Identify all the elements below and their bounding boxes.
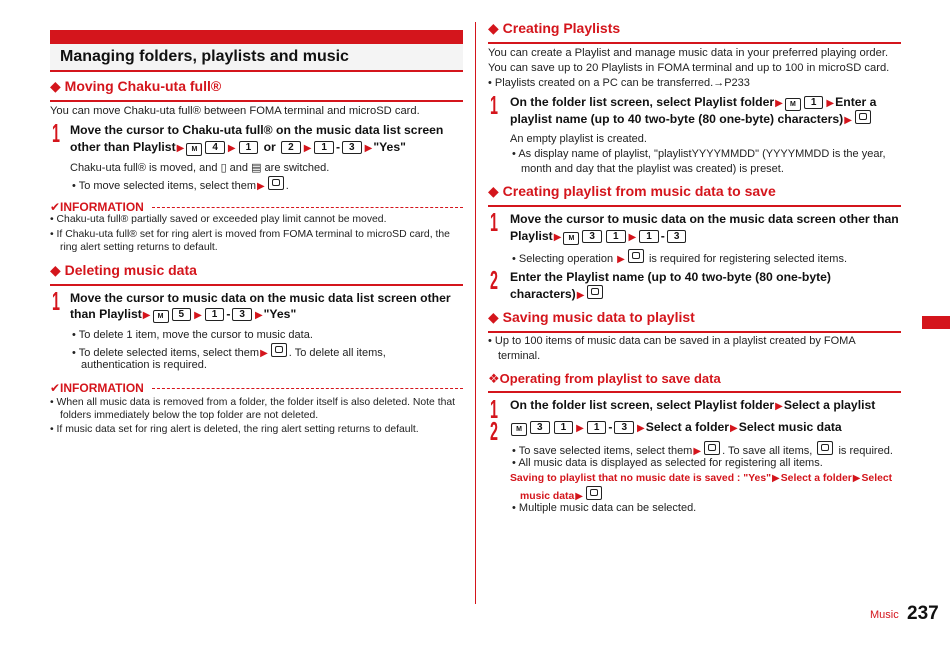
arrow-right-icon: ▶	[303, 143, 312, 154]
key-1: 1	[314, 141, 334, 154]
heading-deleting: ◆ Deleting music data	[50, 262, 197, 278]
saving-bullet: • Up to 100 items of music data can be saved in a playlist created by FOMA	[488, 335, 856, 347]
heading-rule	[488, 331, 901, 333]
operating-bullet2: • All music data is displayed as selected for registering all items.	[512, 457, 823, 469]
operating-bullet1: • To save selected items, select them▶ . To save all items, is required.	[512, 441, 893, 459]
operating-red-note: Saving to playlist that no music date is saved : "Yes"▶Select a folder▶Select	[510, 473, 893, 484]
deleting-step1-line1: Move the cursor to music data on the music data list screen other	[70, 291, 451, 305]
step-number: 1	[490, 90, 498, 120]
column-divider	[475, 22, 476, 604]
footer-section-label: Music	[870, 609, 899, 621]
header-bar	[50, 30, 463, 44]
from-music-step1-line1: Move the cursor to music data on the music data screen other than	[510, 212, 899, 226]
arrow-right-icon: ▶	[775, 401, 783, 412]
operating-step1: On the folder list screen, select Playlist folder▶Select a playlist	[510, 398, 876, 412]
arrow-right-icon: ▶	[852, 473, 861, 484]
info2-bullet2: • If music data set for ring alert is deleted, the ring alert setting returns to default.	[50, 424, 419, 435]
step-number: 2	[490, 265, 498, 295]
arrow-right-icon: ▶	[772, 473, 780, 484]
arrow-right-icon: ▶	[637, 423, 645, 434]
info1-bullet2-cont: ring alert setting returns to default.	[60, 242, 218, 253]
key-3: 3	[530, 421, 550, 434]
arrow-right-icon: ▶	[176, 143, 185, 154]
arrow-right-icon: ▶	[257, 181, 265, 192]
section-title-bar	[50, 44, 463, 72]
arrow-right-icon: ▶	[844, 115, 852, 126]
info1-bullet1: • Chaku-uta full® partially saved or exceeded play limit cannot be moved.	[50, 214, 387, 225]
creating-step1-line1: On the folder list screen, select Playlist folder▶ M 1 ▶Enter a	[510, 95, 877, 109]
arrow-right-icon: ▶	[254, 310, 263, 321]
moving-note: Chaku-uta full® is moved, and ▯ and ▤ are switched.	[70, 162, 330, 174]
moving-bullet: • To move selected items, select them▶ .	[72, 176, 289, 194]
key-1: 1	[639, 230, 659, 243]
heading-moving: ◆ Moving Chaku-uta full®	[50, 78, 222, 94]
operating-step2: M 3 1 ▶ 1 - 3 ▶Select a folder▶Select music data	[510, 419, 842, 437]
deleting-bullet1: • To delete 1 item, move the cursor to music data.	[72, 329, 313, 341]
creating-step1-line2: playlist name (up to 40 two-byte (80 one-byte) characters)▶	[510, 110, 873, 129]
arrow-right-icon: ▶	[617, 254, 625, 265]
menu-key-icon: M	[186, 143, 202, 156]
heading-creating-playlists: ◆ Creating Playlists	[488, 20, 621, 36]
key-3: 3	[667, 230, 687, 243]
key-1: 1	[205, 308, 225, 321]
arrow-right-icon: ▶	[194, 310, 202, 321]
arrow-right-icon: ▶	[364, 143, 373, 154]
info1-bullet2: • If Chaku-uta full® set for ring alert is moved from FOMA terminal to microSD card, the	[50, 229, 450, 240]
arrow-right-icon: ▶	[142, 310, 151, 321]
dashed-divider	[152, 388, 463, 389]
heading-rule	[50, 284, 463, 286]
key-1: 1	[804, 96, 824, 109]
deleting-bullet2: • To delete selected items, select them▶ . To delete all items,	[72, 343, 386, 361]
menu-key-icon: M	[153, 310, 169, 323]
from-music-step2-line2: characters)▶	[510, 285, 605, 304]
key-3: 3	[342, 141, 362, 154]
arrow-right-icon: ▶	[576, 290, 585, 301]
key-4: 4	[205, 141, 225, 154]
camera-key-icon	[587, 285, 603, 299]
arrow-right-icon: ▶	[730, 423, 738, 434]
key-1: 1	[554, 421, 574, 434]
moving-intro: You can move Chaku-uta full® between FOMA terminal and microSD card.	[50, 105, 420, 117]
arrow-right-icon: ▶	[693, 446, 702, 457]
camera-key-icon	[586, 486, 602, 500]
menu-key-icon: M	[563, 232, 579, 245]
creating-bullet2-cont: month and day that the playlist was created) is preset.	[521, 163, 784, 175]
key-3: 3	[232, 308, 252, 321]
heading-rule	[488, 42, 901, 44]
chapter-tab	[922, 316, 950, 329]
camera-key-icon	[268, 176, 284, 190]
heading-rule	[488, 205, 901, 207]
deleting-bullet2-cont: authentication is required.	[81, 359, 207, 371]
information-label: ✔INFORMATION	[50, 381, 144, 395]
from-music-step1-line2: Playlist▶ M 3 1 ▶ 1 - 3	[510, 228, 688, 246]
step-number: 1	[52, 286, 60, 316]
operating-bullet3: • Multiple music data can be selected.	[512, 502, 697, 514]
saving-bullet-cont: terminal.	[498, 350, 541, 362]
key-1: 1	[239, 141, 259, 154]
creating-bullet: • Playlists created on a PC can be transferred.→P233	[488, 77, 750, 89]
creating-note: An empty playlist is created.	[510, 133, 647, 145]
menu-key-icon: M	[511, 423, 527, 436]
heading-rule	[488, 391, 901, 393]
information-label: ✔INFORMATION	[50, 200, 144, 214]
key-1: 1	[606, 230, 626, 243]
deleting-step1-line2: than Playlist▶ M 5 ▶ 1 - 3 ▶"Yes"	[70, 307, 297, 321]
arrow-right-icon: ▶	[553, 232, 562, 243]
key-1: 1	[587, 421, 607, 434]
arrow-right-icon: ▶	[260, 348, 268, 359]
creating-bullet2: • As display name of playlist, "playlistYYYYMMDD" (YYYYMMDD is the year,	[512, 148, 886, 160]
moving-step1-line1: Move the cursor to Chaku-uta full® on the music data list screen	[70, 123, 444, 137]
info2-bullet1: • When all music data is removed from a folder, the folder itself is also deleted. Note that	[50, 397, 456, 408]
moving-step1-line2: other than Playlist▶ M 4 ▶ 1 or 2 ▶ 1 - 3 ▶"Yes"	[70, 140, 406, 154]
heading-operating: ❖Operating from playlist to save data	[488, 371, 721, 386]
arrow-right-icon: ▶	[575, 491, 583, 502]
creating-intro1: You can create a Playlist and manage music data in your preferred playing order.	[488, 47, 889, 59]
camera-key-icon	[817, 441, 833, 455]
page-number: 237	[907, 603, 939, 624]
step-number: 2	[490, 416, 498, 446]
key-3: 3	[582, 230, 602, 243]
dashed-divider	[152, 207, 463, 208]
info2-bullet1-cont: folders immediately below the top folder are not deleted.	[60, 410, 319, 421]
heading-from-music: ◆ Creating playlist from music data to save	[488, 183, 776, 199]
menu-key-icon: M	[785, 98, 801, 111]
from-music-step2-line1: Enter the Playlist name (up to 40 two-byte (80 one-byte)	[510, 270, 831, 284]
arrow-right-icon: ▶	[576, 423, 584, 434]
arrow-right-icon: ▶	[775, 98, 783, 109]
key-3: 3	[614, 421, 634, 434]
arrow-right-icon: ▶	[826, 98, 835, 109]
camera-key-icon	[855, 110, 871, 124]
key-2: 2	[281, 141, 301, 154]
camera-key-icon	[271, 343, 287, 357]
key-5: 5	[172, 308, 192, 321]
camera-key-icon	[704, 441, 720, 455]
step-number: 1	[52, 118, 60, 148]
arrow-right-icon: ▶	[227, 143, 236, 154]
section-title: Managing folders, playlists and music	[60, 48, 349, 65]
step-number: 1	[490, 394, 498, 424]
operating-red-note-cont: music data▶	[520, 486, 604, 504]
step-number: 1	[490, 207, 498, 237]
heading-saving: ◆ Saving music data to playlist	[488, 309, 695, 325]
camera-key-icon	[628, 249, 644, 263]
heading-rule	[50, 100, 463, 102]
from-music-bullet: • Selecting operation ▶ is required for registering selected items.	[512, 249, 847, 267]
arrow-right-icon: ▶	[628, 232, 637, 243]
creating-intro2: You can save up to 20 Playlists in FOMA terminal and up to 100 in microSD card.	[488, 62, 890, 74]
